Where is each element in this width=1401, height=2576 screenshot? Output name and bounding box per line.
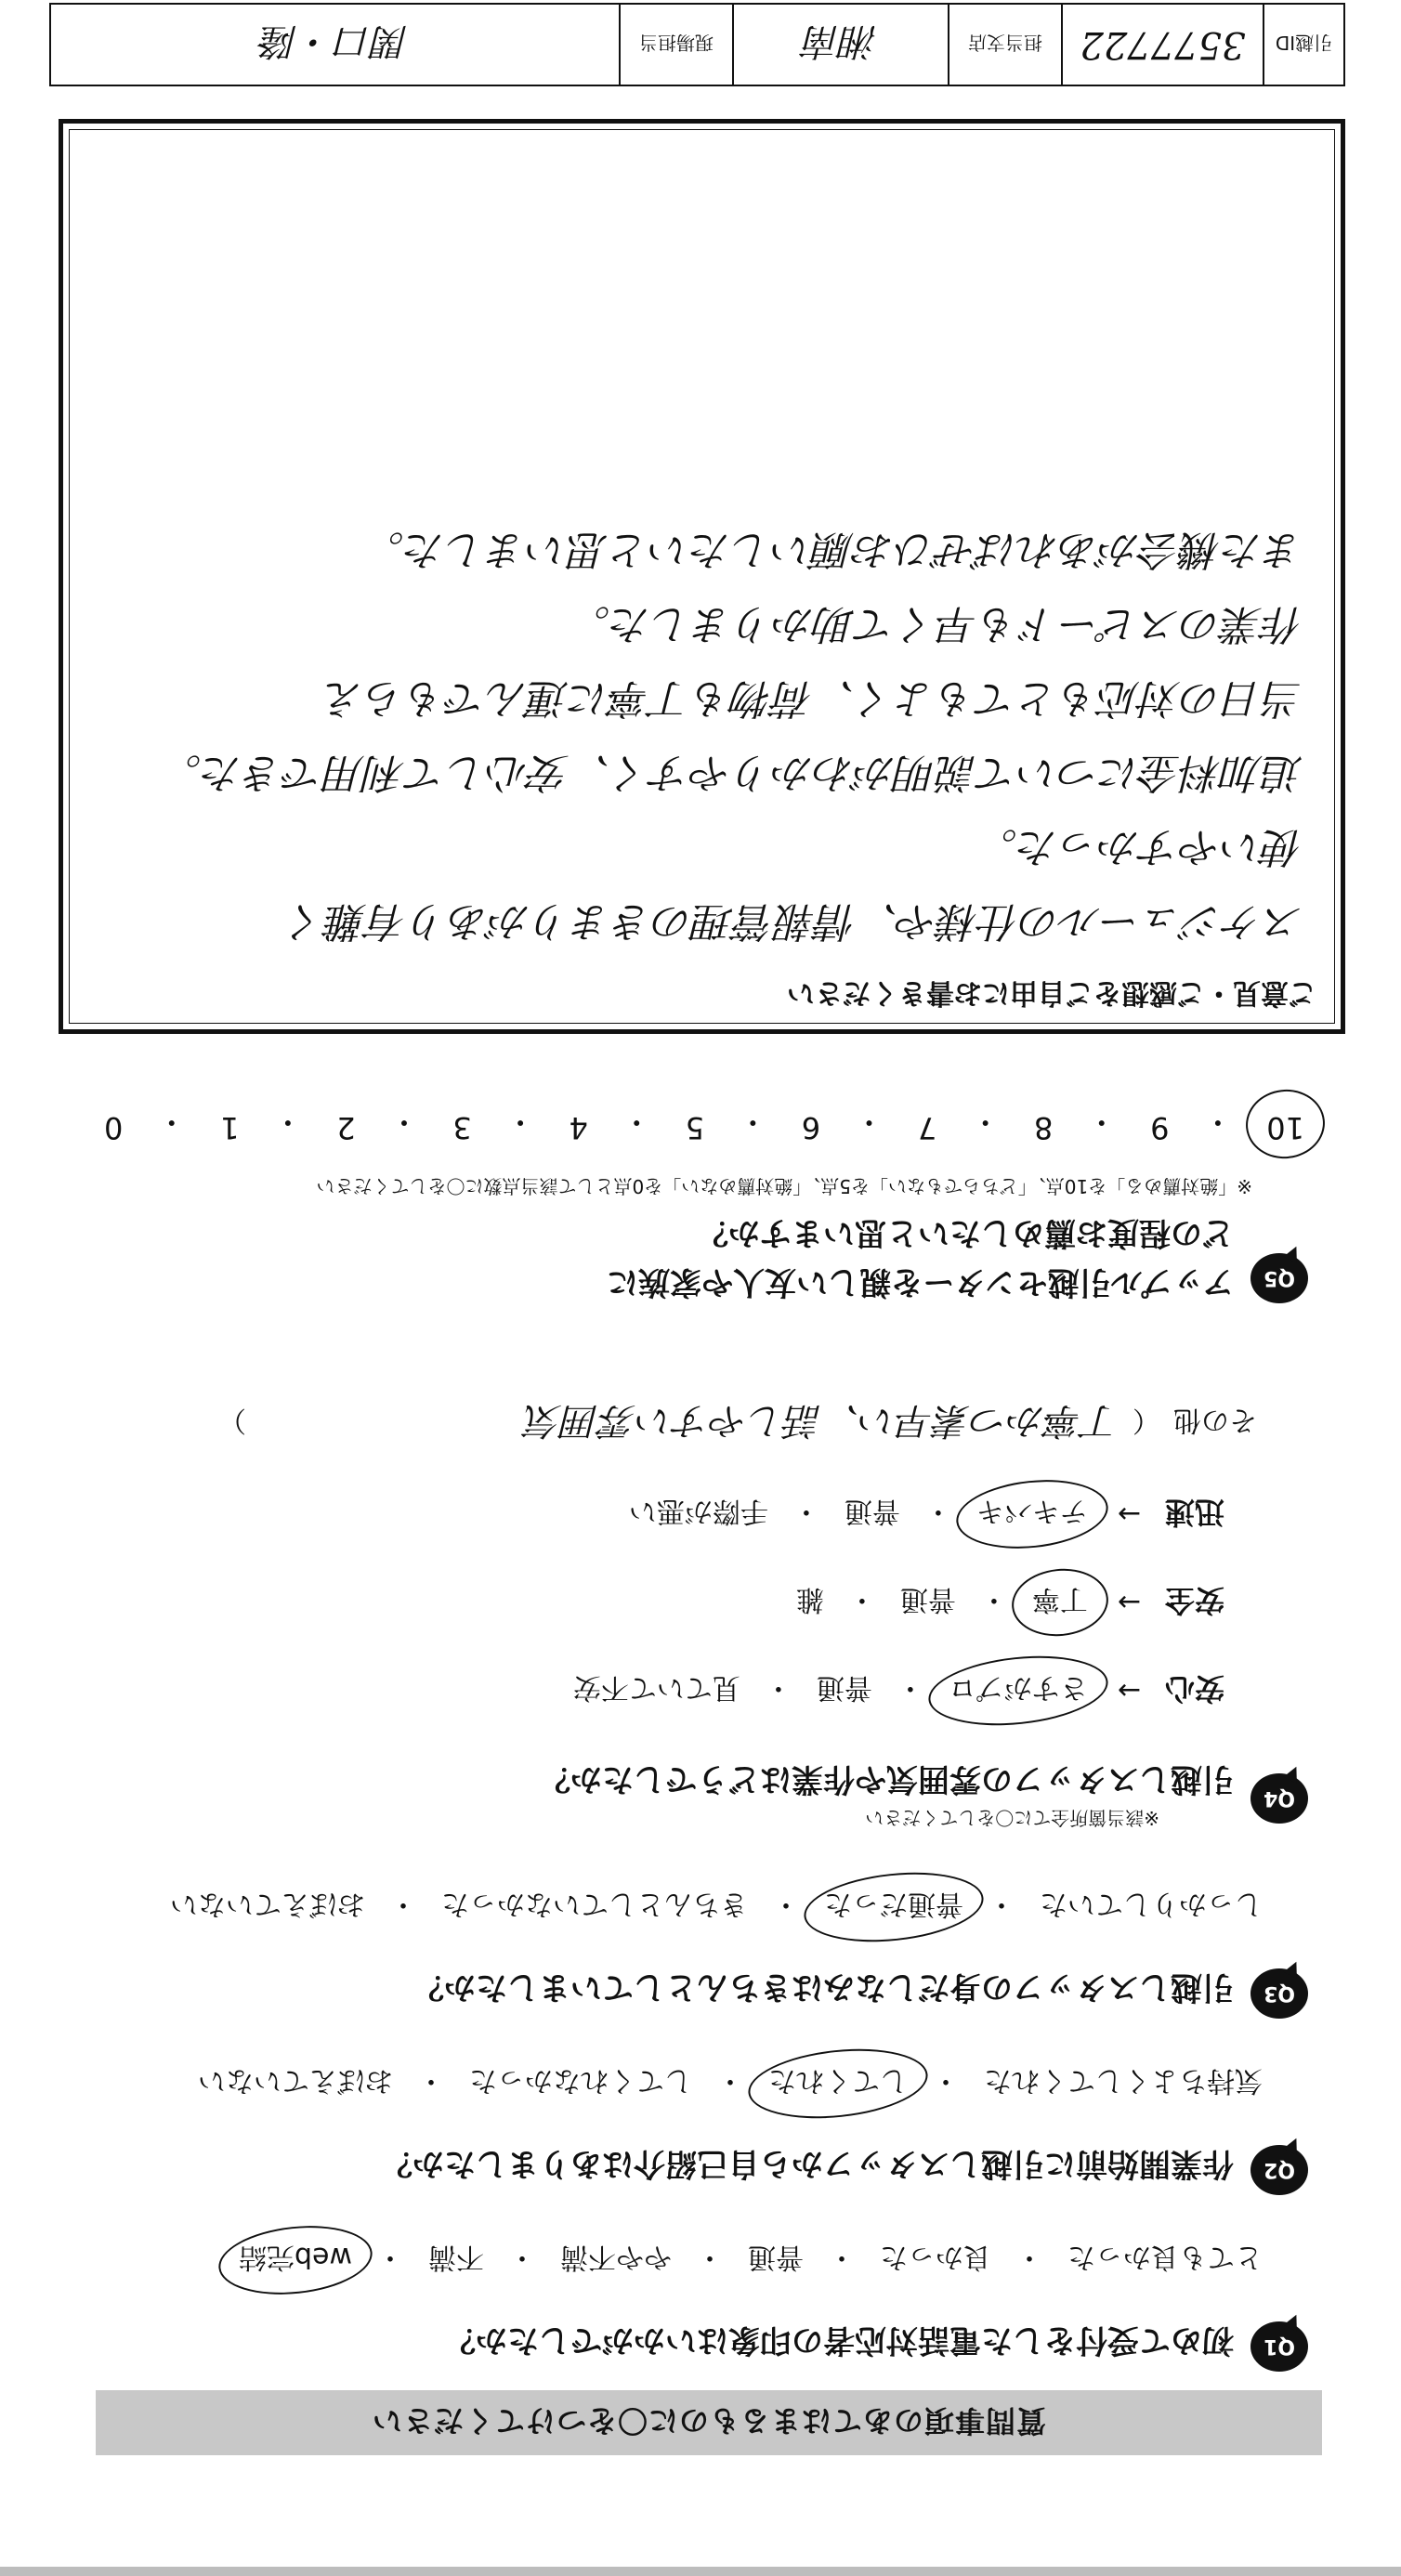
q4-option-selected[interactable]: 丁寧	[1028, 1582, 1092, 1623]
q5-score[interactable]: 3	[452, 1110, 472, 1145]
q3-option[interactable]: きちんとしていなかった	[441, 1888, 748, 1920]
q2-option[interactable]: 気持ちよくしてくれた	[984, 2064, 1263, 2097]
q4-option-selected[interactable]: テキパキ	[973, 1494, 1092, 1535]
q5-score[interactable]: 8	[1034, 1110, 1054, 1145]
q4-other-value[interactable]: 丁寧かつ素早い、話しやすい雰囲気	[525, 1399, 1119, 1442]
q4-other: その他 （ 丁寧かつ素早い、話しやすい雰囲気 ）	[218, 1397, 1257, 1450]
q4-option[interactable]: 普通	[899, 1583, 956, 1615]
q2-options: 気持ちよくしてくれた ・ してくれた ・ してくれなかった ・ おぼえていない	[194, 2063, 1266, 2104]
q3-option-selected[interactable]: 普通だった	[820, 1887, 967, 1928]
q4-note: ※該当箇所全てに〇をしてください	[865, 1807, 1159, 1829]
q5-score[interactable]: 2	[336, 1110, 356, 1145]
scan-edge	[0, 2567, 1401, 2576]
q5-score[interactable]: 0	[104, 1110, 124, 1145]
q5-score[interactable]: 4	[569, 1110, 588, 1145]
comment-line: 使いやすかった。	[976, 823, 1303, 870]
arrow-icon: →	[1117, 1674, 1141, 1707]
branch-label: 担当支店	[948, 5, 1061, 85]
comment-line: スケジュールの仕様や、情報管理のきまりがあり有難く	[284, 897, 1303, 945]
q4-other-label: その他	[1173, 1404, 1257, 1437]
q3-options: しっかりしていた ・ 普通だった ・ きちんとしていなかった ・ おぼえていない	[166, 1887, 1266, 1928]
q5-score[interactable]: 1	[220, 1110, 240, 1145]
q5-note: ※「絶対薦める」を10点、「どちらでもない」を5点、「絶対薦めない」を0点として該当点数に〇をしてください	[316, 1175, 1252, 1197]
id-value[interactable]: 3577722	[1061, 5, 1263, 85]
q4-row-anshin: 安心 → さすがプロ ・ 普通 ・ 見ていて不安	[570, 1669, 1224, 1712]
header-table	[49, 3, 1345, 86]
q1-option-selected[interactable]: web完結	[235, 2240, 356, 2281]
q4-option[interactable]: 普通	[816, 1671, 872, 1704]
q5-scores: 10 ・ 9 ・ 8 ・ 7 ・ 6 ・ 5 ・ 4 ・ 3 ・ 2 ・ 1 ・ 0	[100, 1103, 1308, 1145]
q1-option[interactable]: とても良かった	[1067, 2241, 1263, 2273]
comment-line: 作業のスピードも早くて助かりました。	[569, 600, 1303, 647]
branch-value[interactable]: 湘南	[732, 5, 948, 85]
comment-line: 追加料金について説明がわかりやすく、安心して利用できた。	[160, 749, 1303, 796]
q4-option[interactable]: 見ていて不安	[572, 1671, 740, 1704]
q1-option[interactable]: 良かった	[880, 2241, 991, 2273]
q3-icon: Q3	[1250, 1961, 1308, 2019]
instruction-banner: 質問事項のあてはまるものに〇をつけてください	[96, 2390, 1322, 2455]
q2-text: 作業開始前に引越しスタッフから自己紹介はありましたか？	[381, 2145, 1234, 2182]
q1-option[interactable]: 不満	[428, 2241, 484, 2273]
q2-option[interactable]: してくれなかった	[469, 2064, 692, 2097]
q4-option[interactable]: 手際が悪い	[628, 1495, 768, 1527]
q5-icon: Q5	[1250, 1246, 1308, 1303]
q4-row-anzen: 安全 → 丁寧 ・ 普通 ・ 雑	[792, 1581, 1224, 1624]
q4-row-jinsoku: 迅速 → テキパキ ・ 普通 ・ 手際が悪い	[625, 1493, 1224, 1536]
q2-option-selected[interactable]: してくれた	[765, 2063, 911, 2104]
q1-text: 初めて受付をした電話対応者の印象はいかがでしたか？	[444, 2321, 1234, 2359]
q1-icon: Q1	[1250, 2314, 1308, 2372]
q3-text: 引越しスタッフの身だしなみはきちんとしていましたか？	[412, 1968, 1234, 2006]
q5-score[interactable]: 7	[917, 1110, 937, 1145]
q1-option[interactable]: 普通	[748, 2241, 804, 2273]
q3-option[interactable]: おぼえていない	[170, 1888, 365, 1920]
q4-option[interactable]: 雑	[795, 1583, 824, 1615]
arrow-icon: →	[1117, 1497, 1141, 1531]
q5-score[interactable]: 5	[685, 1110, 705, 1145]
q4-row-label: 迅速	[1164, 1495, 1224, 1530]
q4-option[interactable]: 普通	[844, 1495, 900, 1527]
q1-option[interactable]: やや不満	[560, 2241, 672, 2273]
leader-label: 現場担当	[619, 5, 732, 85]
q4-icon: Q4	[1250, 1766, 1308, 1824]
q2-option[interactable]: おぼえていない	[198, 2064, 393, 2097]
q3-option[interactable]: しっかりしていた	[1040, 1888, 1263, 1920]
comment-line: また機会があればぜひお願いしたいと思いました。	[363, 526, 1303, 573]
q5-score-selected[interactable]: 10	[1263, 1103, 1308, 1145]
leader-value[interactable]: 関口・隆	[260, 20, 410, 63]
arrow-icon: →	[1117, 1586, 1141, 1619]
comment-box[interactable]	[59, 119, 1345, 1034]
comment-label: ご意見・ご感想をご自由にお書きください	[787, 976, 1316, 1009]
q5-score[interactable]: 6	[801, 1110, 821, 1145]
q4-row-label: 安全	[1164, 1583, 1224, 1618]
id-label: 引越ID	[1263, 5, 1343, 85]
q4-option-selected[interactable]: さすがプロ	[945, 1670, 1092, 1711]
q4-text: 引越しスタッフの雰囲気や作業はどうでしたか？	[539, 1760, 1234, 1798]
q4-row-label: 安心	[1164, 1671, 1224, 1706]
q2-icon: Q2	[1250, 2138, 1308, 2195]
q1-options: とても良かった ・ 良かった ・ 普通 ・ やや不満 ・ 不満 ・ web完結	[235, 2240, 1266, 2281]
q5-score[interactable]: 9	[1150, 1110, 1170, 1145]
q5-text-line2: どの程度お薦めしたいと思いますか？	[697, 1214, 1234, 1251]
comment-line: 当日の対応もとてもよく、荷物も丁寧に運んでもらえ	[322, 674, 1303, 722]
q5-text-line1: アップル引越センターを親しい友人や家族に	[607, 1263, 1234, 1301]
